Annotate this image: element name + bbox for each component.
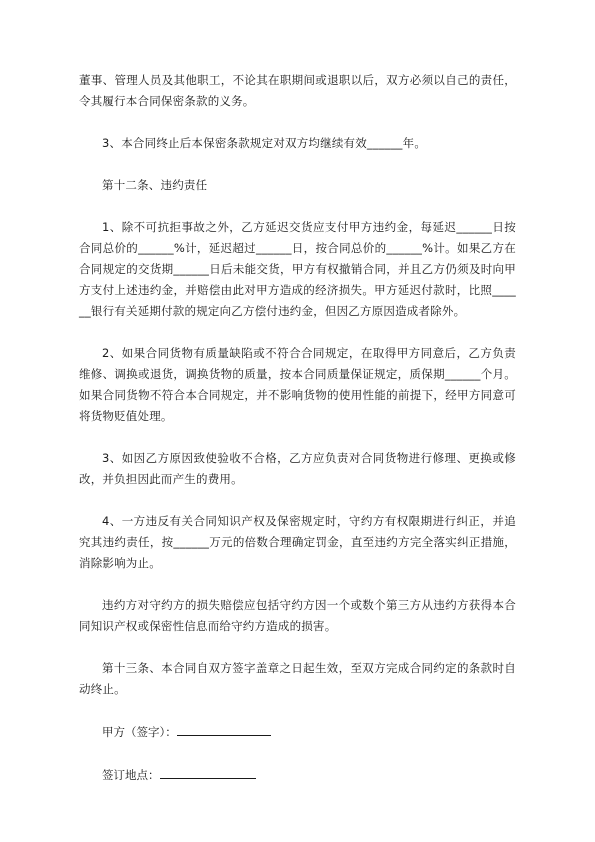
acceptance-failure-paragraph: 3、如因乙方原因致使验收不合格，乙方应负责对合同货物进行修理、更换或修改，并负担因此而产生的费用。: [79, 451, 516, 486]
signing-place-row: [79, 764, 516, 786]
quality-defect-paragraph: 2、如果合同货物有质量缺陷或不符合合同规定，在取得甲方同意后，乙方负责维修、调换或退货，调换货物的质量，按本合同质量保证规定，质保期______个月。如果合同货物不符合本合同规定，并不影响货物的使用性能的前提下，经甲方同意可将货物贬值处理。: [79, 346, 516, 423]
damages-scope-paragraph: 违约方对守约方的损失赔偿应包括守约方因一个或数个第三方从违约方获得本合同知识产权或保密性信息而给守约方造成的损害。: [79, 598, 516, 633]
confidentiality-continuation-paragraph: 董事、管理人员及其他职工，不论其在职期间或退职以后，双方必须以自己的责任，令其履行本合同保密条款的义务。: [79, 73, 516, 108]
party-a-signature-line[interactable]: [177, 721, 271, 736]
late-delivery-penalty-paragraph: 1、除不可抗拒事故之外，乙方延迟交货应支付甲方违约金，每延迟______日按合同总价的______%计，延迟超过______日，按合同总价的______%计。如果乙方在合同规定的交货期______日后未能交货，甲方有权撤销合同，并且乙方仍须及时向甲方支付上述违约金，并赔偿由此对甲方造成的经济损失。甲方延迟付款时，比照______银行有关延期付款的规定向乙方偿付违约金，但因乙方原因造成者除外。: [79, 220, 516, 318]
confidentiality-term-paragraph: 3、本合同终止后本保密条款规定对双方均继续有效______年。: [102, 136, 427, 150]
article-12-heading: 第十二条、违约责任: [102, 178, 208, 192]
signing-place-line[interactable]: [160, 764, 256, 779]
ip-violation-paragraph: 4、一方违反有关合同知识产权及保密规定时，守约方有权限期进行纠正，并追究其违约责任，按______万元的倍数合理确定罚金，直至违约方完全落实纠正措施，消除影响为止。: [79, 514, 516, 570]
party-a-signature-label: 甲方（签字）：: [102, 725, 177, 739]
article-13-effective-paragraph: 第十三条、本合同自双方签字盖章之日起生效，至双方完成合同约定的条款时自动终止。: [79, 661, 516, 696]
signing-place-label: 签订地点：: [102, 768, 160, 782]
party-a-signature-row: [79, 721, 516, 743]
